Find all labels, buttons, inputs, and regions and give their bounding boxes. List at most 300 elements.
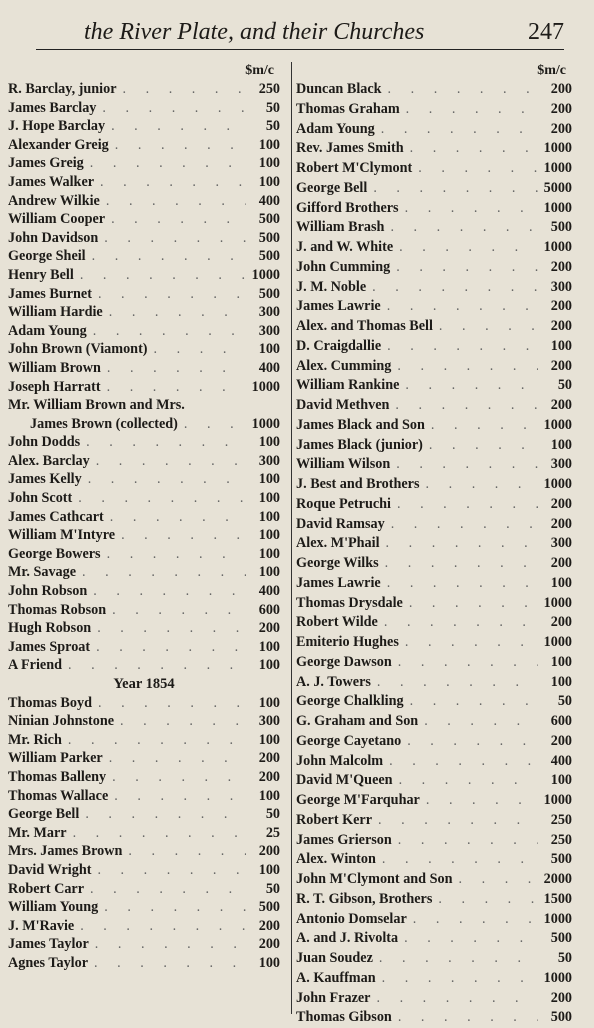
leader-dots — [91, 619, 246, 638]
subscriber-name: Alex. and Thomas Bell — [296, 318, 433, 334]
leader-dots — [389, 396, 538, 416]
subscriber-name: William Parker — [8, 750, 103, 767]
subscriber-row — [296, 712, 572, 732]
subscription-amount: 200 — [550, 357, 572, 374]
leader-dots — [383, 752, 538, 772]
subscription-amount: 100 — [550, 337, 572, 354]
subscriber-row — [296, 613, 572, 633]
leader-dots — [366, 278, 538, 298]
subscriber-row — [8, 824, 280, 843]
subscriber-row — [8, 489, 280, 508]
leader-dots — [376, 969, 538, 989]
subscription-amount: 250 — [258, 81, 280, 97]
subscriber-row — [296, 179, 572, 199]
subscriber-row — [296, 534, 572, 554]
subscriber-row — [296, 475, 572, 495]
leader-dots — [106, 601, 246, 620]
subscription-amount: 500 — [550, 219, 572, 236]
subscriber-name: A. Kauffman — [296, 969, 376, 986]
subscriber-row — [8, 601, 280, 620]
subscriber-row — [296, 554, 572, 574]
leader-dots — [62, 731, 246, 750]
leader-dots — [391, 495, 538, 515]
subscriber-row — [296, 850, 572, 870]
subscriber-row — [8, 954, 280, 973]
leader-dots — [399, 199, 538, 219]
subscriber-name: R. T. Gibson, Brothers — [296, 890, 433, 907]
leader-dots — [432, 890, 538, 910]
leader-dots — [104, 508, 246, 527]
subscriber-name: George Chalkling — [296, 693, 404, 710]
subscription-amount: 200 — [258, 768, 280, 785]
subscriber-row — [8, 805, 280, 824]
subscription-amount: 25 — [265, 824, 280, 841]
subscription-amount: 500 — [258, 899, 280, 916]
subscriber-name: William Cooper — [8, 211, 106, 228]
subscriber-row — [8, 694, 280, 713]
subscriber-row — [296, 436, 572, 456]
subscriber-row — [8, 842, 280, 861]
leader-dots — [178, 415, 246, 434]
subscription-amount: 200 — [550, 555, 572, 571]
subscription-amount: 200 — [258, 917, 280, 934]
subscriber-name: David M'Queen — [296, 772, 393, 789]
subscriber-row — [8, 173, 280, 192]
leader-dots — [376, 850, 538, 870]
leader-dots — [433, 317, 538, 337]
subscriber-row — [8, 582, 280, 601]
subscriber-row — [296, 297, 572, 317]
subscriber-name: George Bell — [296, 179, 368, 196]
leader-dots — [400, 100, 538, 120]
subscriber-name: James Kelly — [8, 471, 82, 488]
subscription-amount: 500 — [258, 211, 280, 228]
subscriber-name: Adam Young — [8, 322, 87, 339]
leader-dots — [393, 238, 538, 258]
leader-dots — [420, 475, 539, 495]
subscription-amount: 200 — [550, 120, 572, 137]
subscriber-name: John M'Clymont and Son — [296, 871, 453, 887]
subscriber-row — [296, 633, 572, 653]
subscription-amount: 250 — [550, 811, 572, 828]
subscription-amount: 50 — [557, 693, 572, 710]
subscriber-name: Emiterio Hughes — [296, 634, 399, 650]
leader-dots — [381, 297, 538, 317]
leader-dots — [423, 436, 538, 456]
currency-unit-label: $m/c — [537, 63, 566, 78]
subscriber-name: George Dawson — [296, 653, 392, 670]
subscriber-row — [296, 495, 572, 515]
leader-dots — [373, 949, 538, 969]
leader-dots — [390, 258, 538, 278]
subscriber-name: George Cayetano — [296, 732, 402, 749]
subscriber-name: Alex. M'Phail — [296, 535, 380, 552]
subscriber-name: James Lawrie — [296, 574, 381, 591]
subscriber-row — [8, 266, 280, 285]
subscriber-name: Robert Carr — [8, 880, 85, 897]
subscription-amount: 100 — [258, 564, 280, 581]
leader-dots — [403, 594, 538, 614]
subscriber-name: James Walker — [8, 173, 95, 190]
subscriber-row — [8, 378, 280, 397]
subscriber-row — [8, 656, 280, 675]
subscriber-name: John Scott — [8, 490, 73, 507]
subscription-amount: 300 — [258, 304, 280, 321]
subscriber-name: Mr. Savage — [8, 564, 77, 581]
subscriber-name: James Cathcart — [8, 508, 104, 525]
subscriber-row — [8, 396, 280, 415]
subscriber-name: John Malcolm — [296, 752, 384, 769]
subscriber-row — [296, 238, 572, 258]
leader-dots — [67, 824, 246, 843]
subscription-amount: 300 — [258, 452, 280, 469]
leader-dots — [453, 870, 539, 890]
subscription-amount: 1000 — [543, 594, 572, 611]
leader-dots — [101, 545, 246, 564]
leader-dots — [407, 910, 538, 930]
subscriber-name: David Wright — [8, 861, 92, 878]
subscriber-name: J. Best and Brothers — [296, 476, 420, 492]
leader-dots — [79, 805, 246, 824]
subscription-amount: 1000 — [543, 792, 572, 808]
leader-dots — [92, 694, 246, 713]
subscription-amount: 2000 — [543, 871, 572, 887]
subscription-amount: 100 — [258, 787, 280, 804]
leader-dots — [87, 582, 246, 601]
subscriber-name: Adam Young — [296, 120, 375, 137]
subscriber-name: David Ramsay — [296, 515, 385, 532]
subscription-amount: 200 — [550, 614, 572, 631]
subscriber-name: James Burnet — [8, 285, 92, 302]
leader-dots — [372, 811, 538, 831]
subscription-amount: 1000 — [543, 199, 572, 216]
subscriber-row — [296, 870, 572, 890]
subscription-amount: 300 — [550, 278, 572, 295]
page-header — [84, 10, 564, 46]
leader-dots — [105, 210, 246, 229]
subscriber-row — [8, 563, 280, 582]
header-rule — [36, 49, 564, 50]
subscriber-row — [8, 154, 280, 173]
leader-dots — [90, 638, 246, 657]
subscriber-row — [8, 768, 280, 787]
subscriber-name: James Taylor — [8, 936, 89, 953]
subscriber-name: John Robson — [8, 583, 88, 600]
subscription-amount: 100 — [258, 694, 280, 711]
subscriber-name: Juan Soudez — [296, 950, 373, 966]
leader-dots — [392, 831, 538, 851]
subscription-amount: 1000 — [543, 634, 572, 650]
subscriber-row — [8, 452, 280, 471]
subscriber-name: Antonio Domselar — [296, 910, 407, 927]
subscriber-row — [8, 433, 280, 452]
subscriber-name: William Hardie — [8, 304, 103, 321]
subscription-amount: 200 — [258, 620, 280, 637]
subscriber-row — [8, 861, 280, 880]
subscription-amount: 500 — [258, 229, 280, 246]
subscriber-name: Mr. Marr — [8, 824, 67, 841]
leader-dots — [96, 99, 246, 118]
subscription-amount: 200 — [550, 81, 572, 97]
leader-dots — [381, 337, 538, 357]
leader-dots — [80, 433, 246, 452]
subscriber-row — [296, 791, 572, 811]
subscription-amount: 200 — [550, 258, 572, 275]
left-list-part2 — [8, 694, 280, 973]
subscription-amount: 400 — [258, 359, 280, 376]
subscriber-name: William M'Intyre — [8, 527, 116, 544]
subscriber-row — [296, 929, 572, 949]
subscriber-name: Rev. James Smith — [296, 140, 404, 157]
subscriber-name: George Bowers — [8, 545, 101, 562]
leader-dots — [92, 285, 246, 304]
subscriber-name: Duncan Black — [296, 81, 382, 97]
subscriber-name: A. J. Towers — [296, 673, 371, 690]
subscriber-name: Robert Kerr — [296, 811, 373, 828]
subscriber-name: John Frazer — [296, 989, 371, 1006]
subscriber-row — [296, 139, 572, 159]
subscription-amount: 200 — [258, 936, 280, 953]
subscription-amount: 1000 — [543, 239, 572, 255]
subscriber-row — [8, 340, 280, 359]
subscriber-name: J. M'Ravie — [8, 917, 75, 934]
subscriber-row — [8, 359, 280, 378]
subscriber-name: Ninian Johnstone — [8, 713, 115, 730]
subscription-amount: 50 — [265, 118, 280, 135]
subscription-amount: 1000 — [251, 415, 280, 432]
subscriber-row — [8, 229, 280, 248]
subscriber-name: A. and J. Rivolta — [296, 930, 399, 947]
leader-dots — [94, 173, 246, 192]
subscriber-name: Thomas Graham — [296, 100, 400, 117]
leader-dots — [412, 159, 538, 179]
subscriber-name: Alex. Winton — [296, 851, 376, 868]
subscriber-name: George M'Farquhar — [296, 792, 420, 808]
subscriber-row — [296, 357, 572, 377]
subscriber-row — [296, 455, 572, 475]
subscriber-name: Alex. Cumming — [296, 357, 392, 374]
subscriber-row — [296, 890, 572, 910]
subscription-amount: 100 — [258, 731, 280, 748]
subscriber-row — [8, 749, 280, 768]
subscriber-name: Thomas Wallace — [8, 787, 109, 804]
subscriber-row — [296, 732, 572, 752]
subscriber-row — [296, 811, 572, 831]
subscriber-name: Hugh Robson — [8, 620, 92, 637]
subscriber-name: D. Craigdallie — [296, 337, 382, 354]
leader-dots — [74, 917, 246, 936]
subscriber-row — [296, 199, 572, 219]
subscription-amount: 100 — [550, 653, 572, 670]
leader-dots — [98, 898, 246, 917]
leader-dots — [122, 842, 246, 861]
subscriber-row — [296, 376, 572, 396]
leader-dots — [74, 266, 246, 285]
subscriber-row — [296, 396, 572, 416]
subscriber-row — [8, 526, 280, 545]
subscriber-row — [296, 969, 572, 989]
leader-dots — [375, 120, 538, 140]
leader-dots — [385, 515, 538, 535]
leader-dots — [72, 489, 246, 508]
leader-dots — [390, 455, 538, 475]
subscriber-row — [8, 210, 280, 229]
subscriber-row — [296, 574, 572, 594]
leader-dots — [425, 416, 538, 436]
subscription-amount: 50 — [265, 806, 280, 823]
leader-dots — [367, 179, 538, 199]
leader-dots — [378, 613, 538, 633]
subscriber-row — [296, 120, 572, 140]
subscriber-row — [296, 515, 572, 535]
subscription-amount: 200 — [550, 732, 572, 749]
subscription-amount: 50 — [265, 880, 280, 897]
subscription-amount: 300 — [258, 713, 280, 730]
subscriber-row — [296, 771, 572, 791]
subscription-amount: 1000 — [543, 416, 572, 433]
subscription-amount: 200 — [550, 515, 572, 532]
subscriber-row — [8, 898, 280, 917]
leader-dots — [101, 359, 246, 378]
subscriber-row — [296, 949, 572, 969]
subscriber-row — [8, 712, 280, 731]
subscriber-name: Roque Petruchi — [296, 495, 391, 512]
subscriber-name: William Brown — [8, 359, 101, 376]
subscriber-row — [296, 653, 572, 673]
subscriber-row — [296, 258, 572, 278]
right-column — [296, 62, 572, 1028]
subscription-amount: 1000 — [543, 910, 572, 927]
leader-dots — [404, 139, 538, 159]
subscription-amount: 1000 — [543, 160, 572, 176]
leader-dots — [84, 154, 246, 173]
subscriber-row — [8, 99, 280, 118]
subscription-amount: 200 — [258, 843, 280, 860]
subscriber-name: Mr. William Brown and Mrs. — [8, 397, 185, 414]
subscription-amount: 600 — [258, 601, 280, 618]
leader-dots — [398, 929, 538, 949]
leader-dots — [382, 80, 538, 100]
leader-dots — [379, 554, 538, 574]
subscriber-name: Thomas Boyd — [8, 694, 92, 711]
subscriber-name: William Wilson — [296, 456, 391, 473]
leader-dots — [105, 117, 246, 136]
subscription-amount: 100 — [258, 954, 280, 971]
subscription-amount: 100 — [258, 136, 280, 153]
subscriber-name: David Methven — [296, 397, 390, 413]
subscriber-name: Gifford Brothers — [296, 199, 399, 216]
subscriber-row — [8, 731, 280, 750]
leader-dots — [106, 768, 246, 787]
subscription-amount: 100 — [258, 434, 280, 451]
subscriber-name: William Young — [8, 899, 99, 916]
subscription-amount: 250 — [550, 831, 572, 848]
leader-dots — [401, 732, 538, 752]
leader-dots — [380, 534, 538, 554]
leader-dots — [62, 656, 246, 675]
subscriber-name: James Barclay — [8, 99, 97, 116]
subscription-amount: 50 — [265, 99, 280, 116]
subscriber-name: Henry Bell — [8, 266, 74, 283]
subscription-amount: 200 — [550, 100, 572, 117]
subscriber-row — [8, 917, 280, 936]
subscriber-row — [296, 80, 572, 100]
subscriber-name: John Cumming — [296, 258, 391, 275]
leader-dots — [86, 247, 246, 266]
subscriber-name: James Black and Son — [296, 416, 425, 433]
subscriber-name: William Rankine — [296, 377, 400, 394]
leader-dots — [117, 80, 246, 99]
subscription-amount: 100 — [550, 436, 572, 453]
subscriber-row — [296, 594, 572, 614]
year-heading: Year 1854 — [113, 676, 175, 692]
subscriber-name: George Wilks — [296, 555, 379, 571]
subscriber-row — [8, 470, 280, 489]
subscription-amount: 100 — [258, 527, 280, 544]
leader-dots — [88, 954, 246, 973]
subscriber-name: James Sproat — [8, 638, 91, 655]
subscriber-row — [8, 545, 280, 564]
subscriber-name: Mrs. James Brown — [8, 843, 123, 860]
subscription-amount: 100 — [550, 772, 572, 789]
subscription-amount: 100 — [258, 173, 280, 190]
subscription-amount: 200 — [550, 397, 572, 413]
column-divider — [291, 62, 292, 1014]
subscription-amount: 100 — [258, 638, 280, 655]
subscriber-row — [296, 831, 572, 851]
leader-dots — [91, 861, 246, 880]
leader-dots — [384, 218, 538, 238]
subscriber-row — [296, 278, 572, 298]
subscription-amount: 100 — [258, 471, 280, 488]
subscription-amount: 1000 — [543, 140, 572, 157]
subscriber-name: George Bell — [8, 806, 80, 823]
subscription-amount: 300 — [550, 456, 572, 473]
leader-dots — [391, 357, 538, 377]
subscription-amount: 100 — [550, 673, 572, 690]
subscriber-name: James Lawrie — [296, 298, 381, 315]
left-list-part1 — [8, 80, 280, 675]
leader-dots — [89, 935, 246, 954]
subscriber-name: Robert Wilde — [296, 614, 378, 631]
subscriber-name: John Brown (Viamont) — [8, 341, 148, 358]
leader-dots — [109, 136, 246, 155]
leader-dots — [418, 712, 538, 732]
subscriber-name: Agnes Taylor — [8, 954, 89, 971]
subscription-amount: 50 — [557, 950, 572, 966]
subscription-amount: 400 — [258, 192, 280, 209]
subscription-amount: 100 — [258, 508, 280, 525]
leader-dots — [103, 749, 246, 768]
subscriber-row — [8, 80, 280, 99]
subscriber-row — [8, 638, 280, 657]
leader-dots — [399, 376, 538, 396]
running-title: the River Plate, and their Churches — [84, 19, 425, 45]
subscriber-name: Robert M'Clymont — [296, 160, 413, 176]
subscriber-row — [296, 910, 572, 930]
subscriber-row — [296, 317, 572, 337]
subscriber-row — [296, 692, 572, 712]
subscriber-row — [8, 303, 280, 322]
leader-dots — [404, 692, 538, 712]
subscriber-row — [296, 1008, 572, 1028]
subscriber-row — [296, 159, 572, 179]
subscriber-name: Thomas Gibson — [296, 1009, 392, 1026]
subscriber-row — [296, 337, 572, 357]
subscriber-name: Alex. Barclay — [8, 452, 90, 469]
subscriber-name: Andrew Wilkie — [8, 192, 100, 209]
subscription-amount: 200 — [258, 750, 280, 767]
